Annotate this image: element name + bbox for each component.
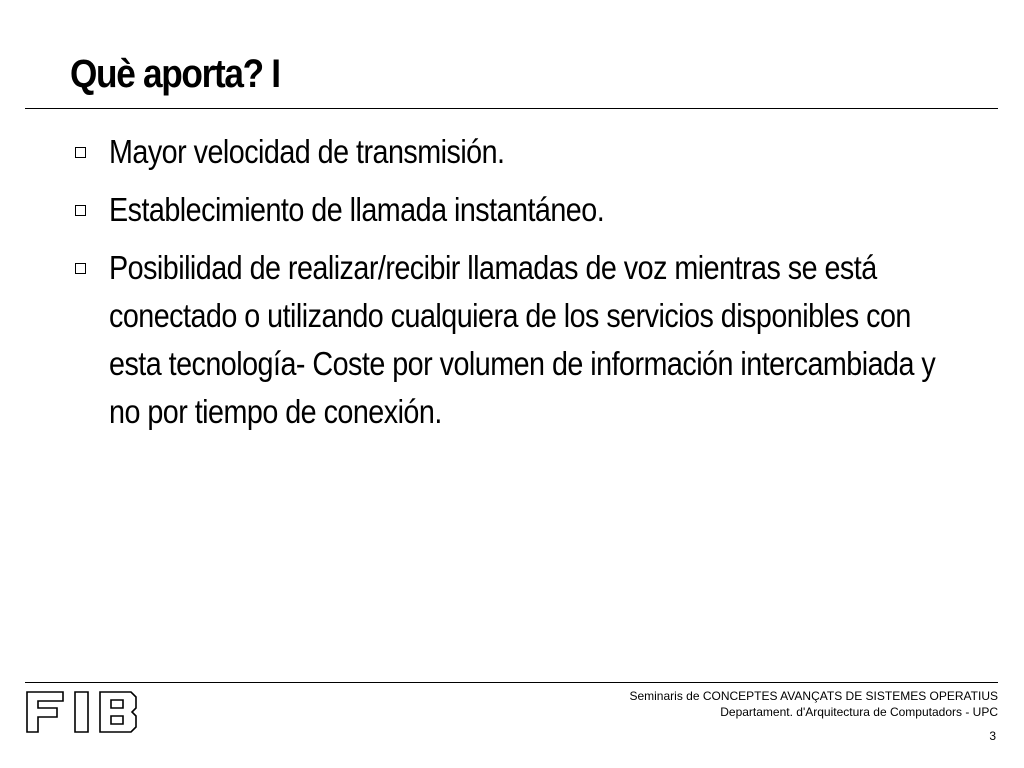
hollow-square-icon: [75, 263, 86, 274]
hollow-square-icon: [75, 147, 86, 158]
bullet-text: Posibilidad de realizar/recibir llamadas de voz mientras se está conectado o utilizando cualquiera de los servicios disponibles con esta tecnología- Coste por volumen de información intercambiada y no por tiempo de conexión.: [109, 249, 936, 430]
title-divider: [25, 108, 998, 109]
bullet-item: [70, 186, 970, 234]
bullet-item: [70, 244, 970, 436]
bullet-list: [70, 128, 970, 446]
page-number: 3: [989, 729, 996, 743]
footer-divider: [25, 682, 998, 683]
bullet-text: Establecimiento de llamada instantáneo.: [109, 191, 605, 228]
bullet-text: Mayor velocidad de transmisión.: [109, 133, 505, 170]
department-name: Departament. d'Arquitectura de Computadors - UPC: [720, 705, 998, 719]
footer-credits: [629, 688, 998, 720]
slide-title: Què aporta? I: [70, 52, 280, 96]
fib-logo: [25, 690, 139, 734]
seminar-name: Seminaris de CONCEPTES AVANÇATS DE SISTEMES OPERATIUS: [629, 689, 998, 703]
hollow-square-icon: [75, 205, 86, 216]
bullet-item: [70, 128, 970, 176]
